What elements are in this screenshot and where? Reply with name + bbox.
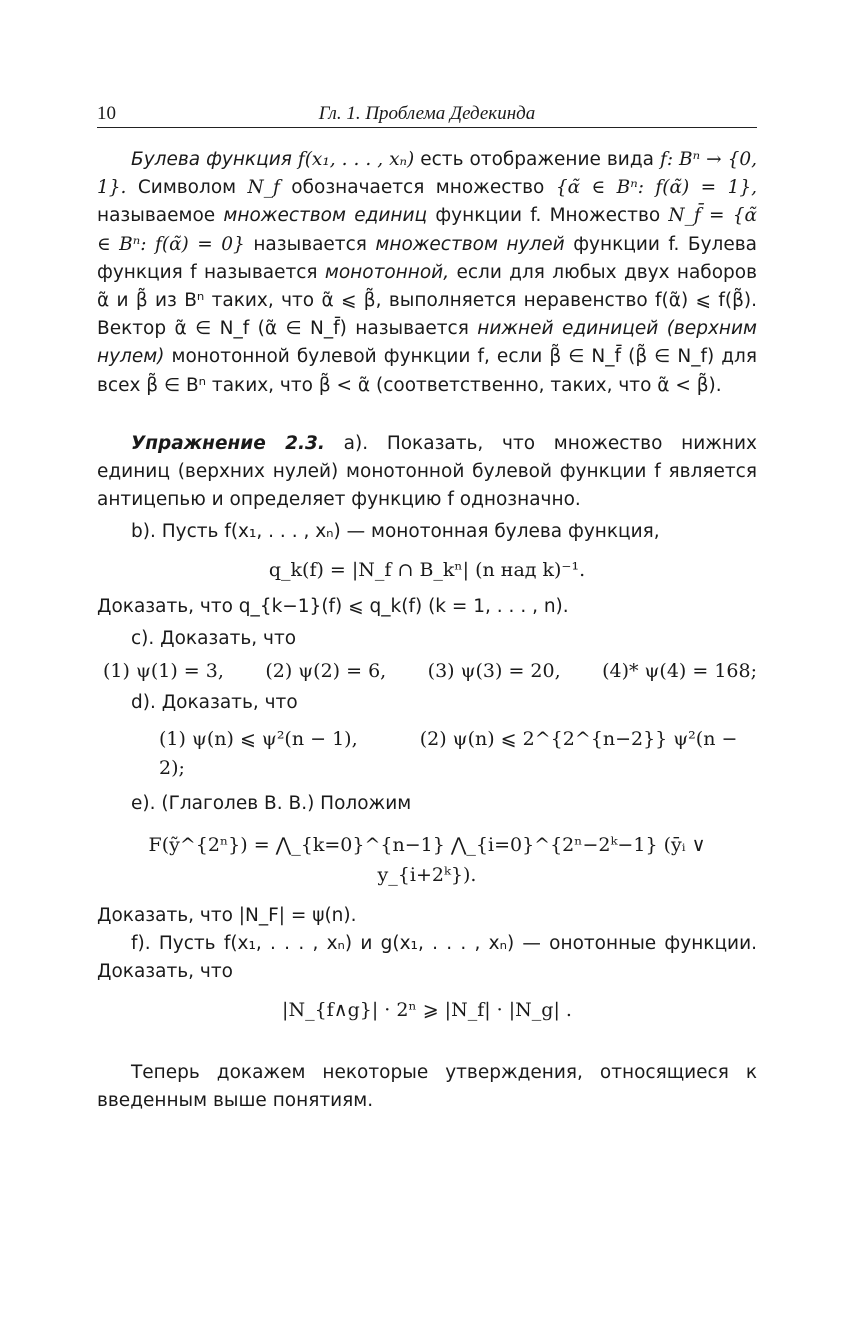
math-set-zeros: N_f̄ = {α̃ ∈ Bⁿ: f(α̃) = 0} <box>97 205 757 255</box>
text-span: называемое <box>97 205 216 227</box>
exercise-b-conclusion: Доказать, что q_{k−1}(f) ⩽ q_k(f) (k = 1, . . . , n). <box>97 595 569 617</box>
page-body <box>97 146 757 1115</box>
math-mapping: f: Bⁿ → {0, 1}. <box>97 149 758 199</box>
exercise-part-c: c). Доказать, что <box>131 627 297 649</box>
exercise-a-text: а). Показать, что множество нижних единиц (верхних нулей) монотонной булевой функции f является антицепью и определяет функцию f однозначно. <box>97 432 757 511</box>
math-f-of-x: f(x₁, . . . , xₙ) <box>297 149 415 170</box>
psi-1: (1) ψ(1) = 3, <box>103 660 224 683</box>
math-set-ones: {α̃ ∈ Bⁿ: f(α̃) = 1}, <box>555 177 758 199</box>
chapter-title: Гл. 1. Проблема Дедекинда <box>318 103 536 124</box>
psi-bound-1: (1) ψ(n) ⩽ ψ²(n − 1), <box>159 728 358 751</box>
term-monotone: монотонной, <box>324 261 450 283</box>
text-span: если для любых двух наборов α̃ и β̃ из Bⁿ таких, что α̃ ⩽ β̃, выполняется неравенство f(α̃) ⩽ f(β̃). Вектор α̃ ∈ N_f (α̃ ∈ N_f̄) называется <box>97 261 757 340</box>
math-nf: N_f <box>247 177 280 199</box>
formula-psi-values <box>103 657 757 685</box>
psi-4: (4)* ψ(4) = 168; <box>602 660 757 683</box>
formula-F: F(ỹ^{2ⁿ}) = ⋀_{k=0}^{n−1} ⋀_{i=0}^{2ⁿ−2ᵏ−1} (ȳᵢ ∨ y_{i+2ᵏ}). <box>148 834 706 887</box>
psi-3: (3) ψ(3) = 20, <box>427 660 561 683</box>
text-span: обозначается множество <box>291 177 545 199</box>
term-zeros-set: множеством нулей <box>375 233 565 255</box>
exercise-e-conclusion: Доказать, что |N_F| = ψ(n). <box>97 905 357 927</box>
term-upper-zero: (верхним нулем) <box>97 318 757 368</box>
formula-qk: q_k(f) = |N_f ∩ B_kⁿ| (n над k)⁻¹. <box>268 558 586 581</box>
text-span: Символом <box>137 177 237 199</box>
text-span: монотонной булевой функции f, если β̃ ∈ N_f̄ (β̃ ∈ N_f) для всех β̃ ∈ Bⁿ таких, что β̃ < α̃ (соответственно, таких, что α̃ < β̃). <box>97 346 757 396</box>
running-head <box>97 103 757 128</box>
term-lower-unit: нижней единицей <box>477 318 659 340</box>
definition-paragraph <box>97 146 757 400</box>
exercise-part-a <box>97 430 757 515</box>
exercise-part-e: e). (Глаголев В. В.) Положим <box>131 792 412 814</box>
formula-nfg: |N_{f∧g}| · 2ⁿ ⩾ |N_f| · |N_g| . <box>282 998 572 1021</box>
psi-bound-2: (2) ψ(n) ⩽ 2^{2^{n−2}} ψ²(n − 2); <box>159 728 738 779</box>
exercise-part-d: d). Доказать, что <box>131 692 298 714</box>
formula-psi-bounds <box>97 725 757 781</box>
closing-paragraph: Теперь докажем некоторые утверждения, относящиеся к введенным выше понятиям. <box>97 1061 757 1111</box>
text-span: функции f. Множество <box>435 205 661 227</box>
term-ones-set: множеством единиц <box>223 205 428 227</box>
text-span: есть отображение вида <box>420 149 654 170</box>
page-number: 10 <box>97 103 116 124</box>
psi-2: (2) ψ(2) = 6, <box>265 660 387 683</box>
exercise-label: Упражнение 2.3. <box>131 432 325 454</box>
exercise-part-f: f). Пусть f(x₁, . . . , xₙ) и g(x₁, . . . , xₙ) — онотонные функции. Доказать, что <box>97 933 757 983</box>
term-boolean-function: Булева функция <box>131 149 292 170</box>
text-span: называется <box>253 233 367 255</box>
text-span: функции f. Булева функция f называется <box>97 233 757 283</box>
exercise-part-b: b). Пусть f(x₁, . . . , xₙ) — монотонная булева функция, <box>131 521 660 543</box>
